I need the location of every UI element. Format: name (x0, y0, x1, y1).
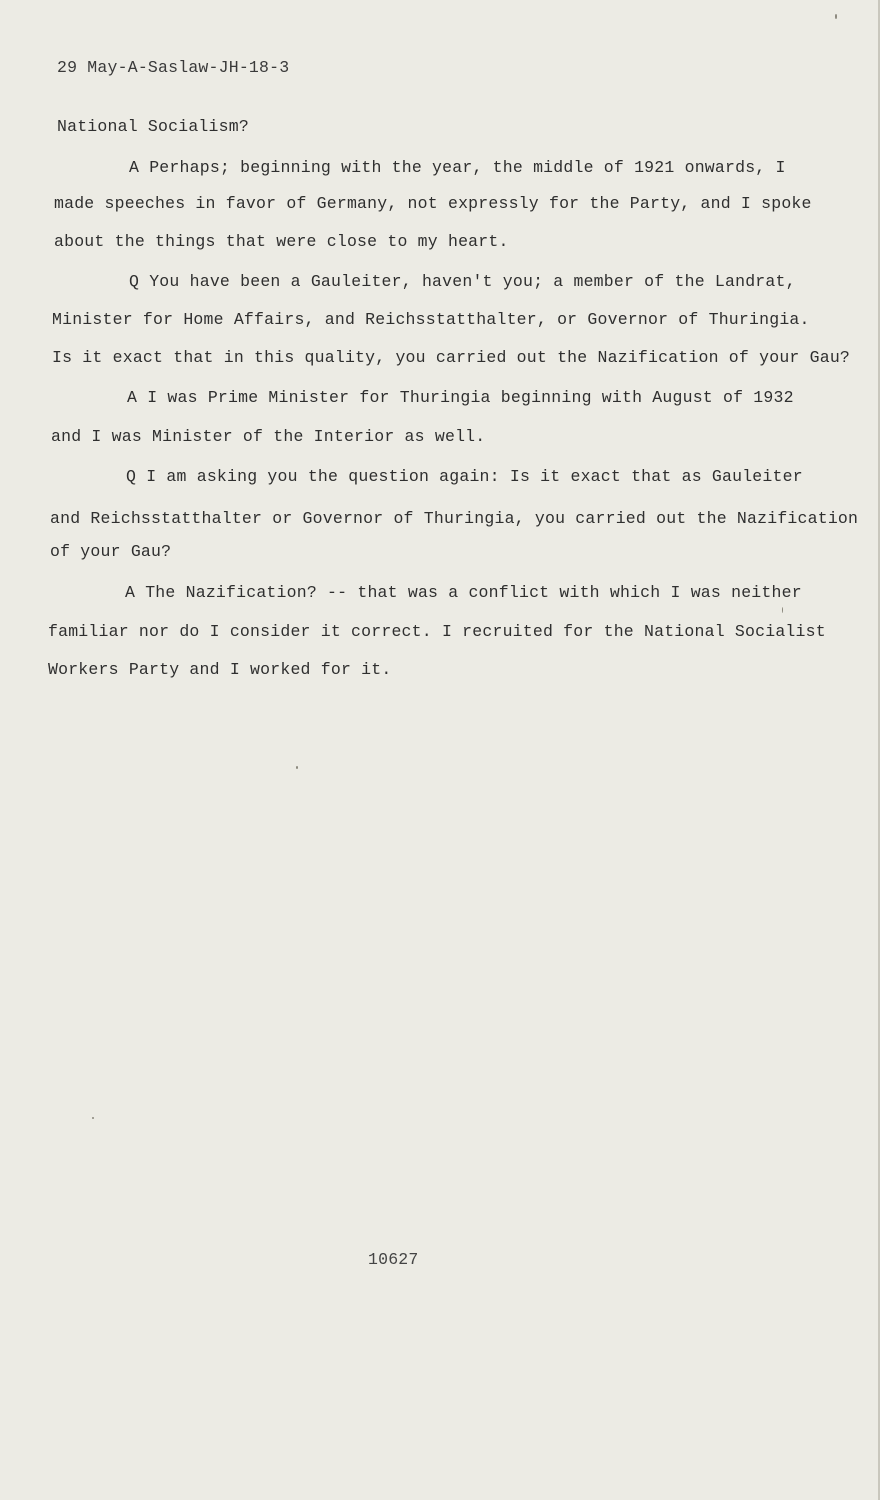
text-line: and I was Minister of the Interior as well. (51, 427, 486, 446)
text-line: Is it exact that in this quality, you carried out the Nazification of your Gau? (52, 348, 851, 367)
paper-speck (782, 607, 783, 613)
text-line: of your Gau? (50, 542, 172, 561)
text-line: A The Nazification? -- that was a conflict with which I was neither (125, 583, 802, 602)
text-line: familiar nor do I consider it correct. I recruited for the National Socialist (48, 622, 826, 641)
text-line: A Perhaps; beginning with the year, the middle of 1921 onwards, I (129, 158, 786, 177)
paper-speck (296, 766, 298, 769)
text-line: Q I am asking you the question again: Is it exact that as Gauleiter (126, 467, 803, 486)
text-line: National Socialism? (57, 117, 249, 136)
text-line: Q You have been a Gauleiter, haven't you; a member of the Landrat, (129, 272, 796, 291)
paper-speck (835, 14, 837, 19)
page-number: 10627 (368, 1250, 419, 1269)
text-line: and Reichsstatthalter or Governor of Thuringia, you carried out the Nazification (50, 509, 859, 528)
text-line: A I was Prime Minister for Thuringia beginning with August of 1932 (127, 388, 794, 407)
text-line: Workers Party and I worked for it. (48, 660, 392, 679)
paper-speck (92, 1117, 94, 1119)
text-line: about the things that were close to my heart. (54, 232, 509, 251)
text-line: made speeches in favor of Germany, not expressly for the Party, and I spoke (54, 194, 812, 213)
text-line: Minister for Home Affairs, and Reichsstatthalter, or Governor of Thuringia. (52, 310, 810, 329)
document-reference: 29 May-A-Saslaw-JH-18-3 (57, 58, 290, 77)
